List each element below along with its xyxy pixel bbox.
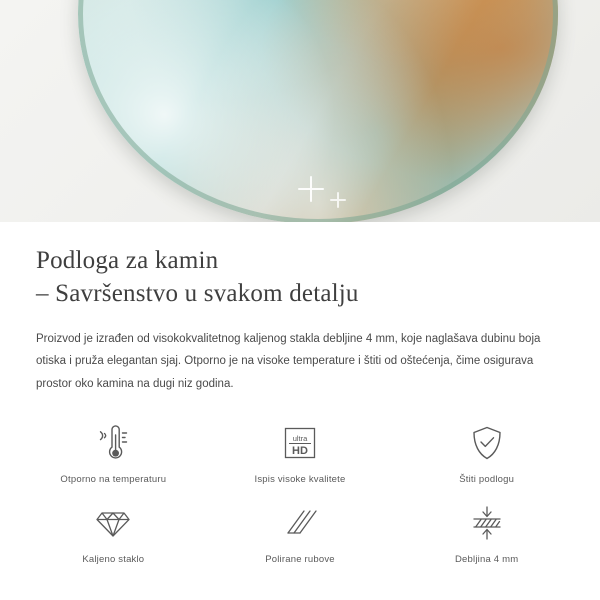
feature-label: Kaljeno staklo — [82, 554, 145, 566]
hero-image — [0, 0, 600, 222]
product-description-text: Proizvod je izrađen od visokokvalitetnog kaljenog stakla debljine 4 mm, koje naglašava dubinu boja otiska i pruža elegantan sjaj. Otporno je na visoke temperature i štiti od oštećenja, čime osigurava prostor oko kamina na dugi niz godina. — [36, 333, 541, 390]
text-content — [0, 222, 600, 395]
svg-text:ultra: ultra — [292, 434, 308, 444]
shield-check-icon — [469, 421, 505, 465]
feature-label: Štiti podlogu — [459, 474, 515, 486]
marble-artwork — [78, 0, 558, 222]
page-title — [36, 244, 564, 310]
feature-label: Otporno na temperaturu — [60, 474, 167, 486]
thickness-arrows-icon — [467, 501, 507, 545]
feature-label: Debljina 4 mm — [455, 554, 519, 566]
feature-label: Polirane rubove — [265, 554, 335, 566]
feature-label: Ispis visoke kvalitete — [254, 474, 346, 486]
feature-polished-edges — [207, 501, 394, 565]
diamond-icon — [93, 501, 133, 545]
glass-board-image — [78, 0, 558, 222]
svg-text:HD: HD — [292, 445, 308, 458]
polished-edges-icon — [280, 501, 320, 545]
feature-surface-protection — [393, 421, 580, 485]
feature-thickness — [393, 501, 580, 565]
thermometer-icon — [96, 421, 130, 465]
headline-line-2: – Savršenstvo u svakom detalju — [36, 280, 359, 307]
feature-grid — [0, 421, 600, 565]
headline-line-1: Podloga za kamin — [36, 247, 219, 274]
feature-tempered-glass — [20, 501, 207, 565]
feature-print-quality — [207, 421, 394, 485]
feature-temperature-resistant — [20, 421, 207, 485]
ultra-hd-icon — [279, 421, 321, 465]
